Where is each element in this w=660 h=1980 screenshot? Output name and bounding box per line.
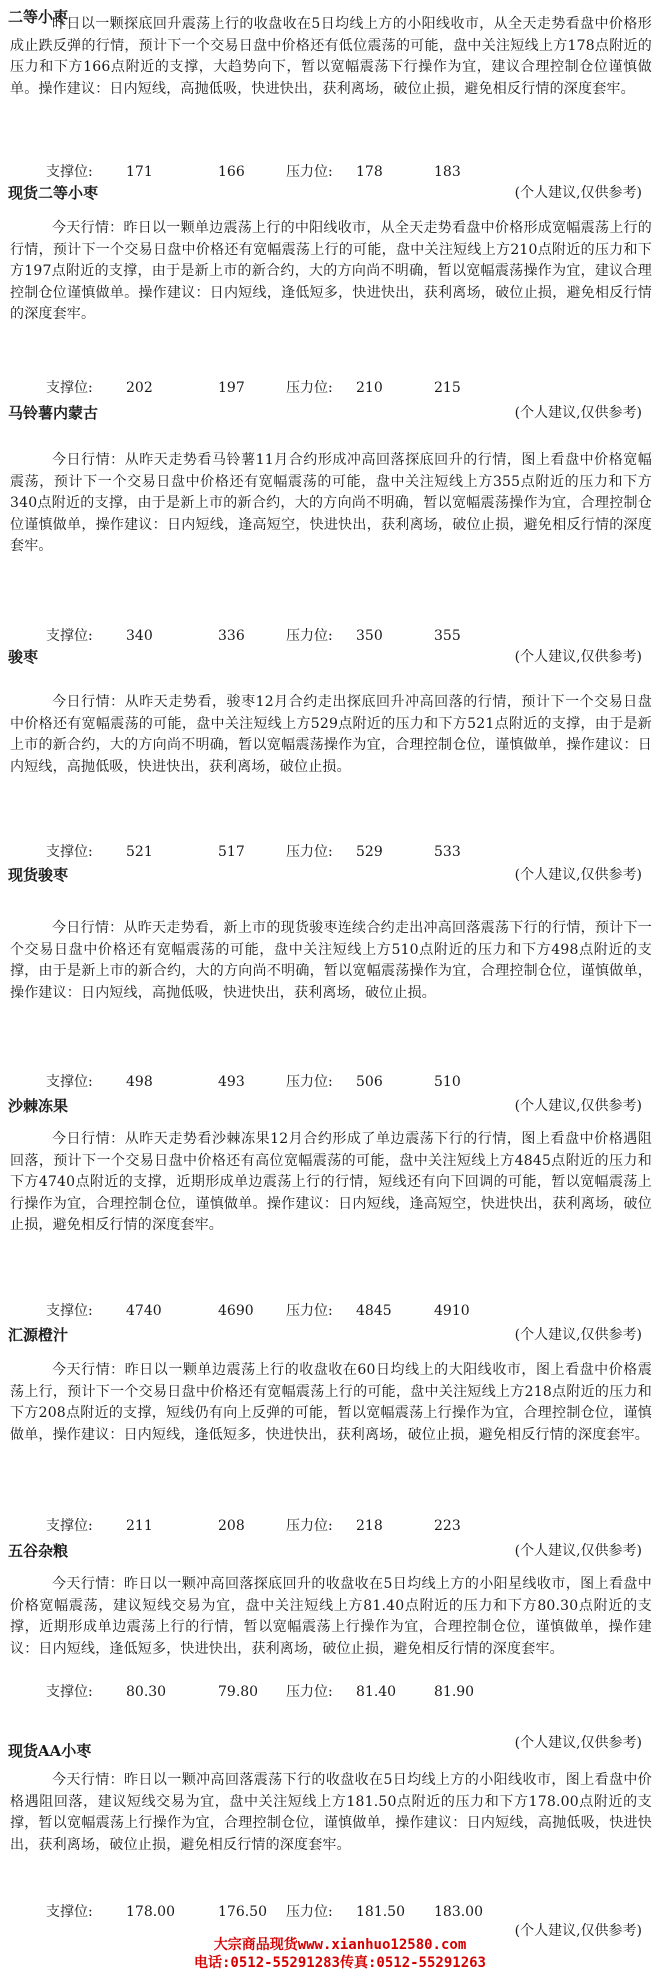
pressure-value-1: 506 [356,1074,383,1090]
footer-phone-fax: 电话:0512-55291283传真:0512-55291263 [193,1955,486,1971]
pressure-value-2: 533 [434,844,461,860]
price-levels [46,162,461,182]
support-value-1: 4740 [126,1303,162,1319]
support-value-2: 79.80 [218,1684,259,1700]
disclaimer-note: (个人建议,仅供参考) [514,405,642,421]
support-value-1: 202 [126,380,153,396]
pressure-label: 压力位: [286,628,333,644]
price-levels [46,626,461,646]
support-value-1: 211 [126,1518,153,1534]
pressure-value-2: 215 [434,380,461,396]
pressure-label: 压力位: [286,1074,333,1090]
section-title: 五谷杂粮 [8,1542,69,1560]
price-levels [46,378,461,398]
pressure-value-1: 178 [356,164,383,180]
section-body: 今日行情：从昨天走势看马铃薯11月合约形成冲高回落探底回升的行情，图上看盘中价格宽幅震荡，预计下一个交易日盘中价格还有宽幅震荡的可能，盘中关注短线上方355点附近的压力和下方340点附近的支撑，由于是新上市的新合约，大的方向尚不明确，暂以宽幅震荡操作为宜，合理控制仓位谨慎做单，操作建议：日内短线，逢高短空，快进快出，获利离场，破位止损，避免相反行情的深度套牢。 [10,452,652,555]
pressure-value-1: 181.50 [356,1904,405,1920]
pressure-label: 压力位: [286,380,333,396]
pressure-value-1: 81.40 [356,1684,397,1700]
disclaimer-note-bottom: (个人建议,仅供参考) [514,1923,642,1939]
section-title: 沙棘冻果 [8,1097,69,1115]
section-body: 今天行情：昨日以一颗单边震荡上行的收盘收在60日均线上的大阳线收市，图上看盘中价格震荡上行，预计下一个交易日盘中价格还有宽幅震荡上行的可能，盘中关注短线上方218点附近的压力和下方208点附近的支撑，短线仍有向上反弹的可能，暂以宽幅震荡上行操作为宜，合理控制仓位，谨慎做单，操作建议：日内短线，逢低短多，快进快出，获利离场，破位止损，避免相反行情的深度套牢。 [10,1362,652,1443]
disclaimer-note: (个人建议,仅供参考) [514,1735,642,1751]
price-levels [46,1682,474,1702]
disclaimer-note: (个人建议,仅供参考) [514,867,642,883]
section-title: 二等小枣 [8,8,69,26]
section-body: 今日行情：从昨天走势看，骏枣12月合约走出探底回升冲高回落的行情，预计下一个交易日盘中价格还有宽幅震荡的可能，盘中关注短线上方529点附近的压力和下方521点附近的支撑，由于是新上市的新合约，大的方向尚不明确，暂以宽幅震荡操作为宜，合理控制仓位，谨慎做单，操作建议：日内短线，高抛低吸，快进快出，获利离场，破位止损。 [10,694,652,775]
pressure-value-2: 510 [434,1074,461,1090]
price-levels [46,842,461,862]
price-levels [46,1301,470,1321]
pressure-value-2: 183.00 [434,1904,483,1920]
pressure-value-1: 529 [356,844,383,860]
support-label: 支撑位: [46,1518,93,1534]
pressure-label: 压力位: [286,1904,333,1920]
section-body: 今天行情：昨日以一颗冲高回落震荡下行的收盘收在5日均线上方的小阳线收市，图上看盘中价格遇阻回落，建议短线交易为宜，盘中关注短线上方181.50点附近的压力和下方178.00点附近的支撑，暂以宽幅震荡上行操作为宜，合理控制仓位，谨慎做单，操作建议：日内短线，高抛低吸，快进快出，获利离场，破位止损，避免相反行情的深度套牢。 [10,1772,652,1853]
support-label: 支撑位: [46,628,93,644]
disclaimer-note: (个人建议,仅供参考) [514,1543,642,1559]
support-value-1: 521 [126,844,153,860]
section-title: 现货骏枣 [8,866,69,884]
support-value-2: 4690 [218,1303,254,1319]
pressure-value-2: 4910 [434,1303,470,1319]
support-value-1: 340 [126,628,153,644]
pressure-label: 压力位: [286,164,333,180]
support-value-1: 498 [126,1074,153,1090]
pressure-label: 压力位: [286,1303,333,1319]
footer-website: 大宗商品现货www.xianhuo12580.com [213,1937,467,1953]
pressure-value-2: 223 [434,1518,461,1534]
disclaimer-note: (个人建议,仅供参考) [514,1327,642,1343]
section-body: 昨日以一颗探底回升震荡上行的收盘收在5日均线上方的小阳线收市，从全天走势看盘中价格形成止跌反弹的行情，预计下一个交易日盘中价格还有低位震荡的可能，盘中关注短线上方178点附近的压力和下方166点附近的支撑，大趋势向下，暂以宽幅震荡下行操作为宜，建议合理控制仓位谨慎做单。操作建议：日内短线，高抛低吸，快进快出，获利离场，破位止损，避免相反行情的深度套牢。 [10,16,652,97]
pressure-value-1: 4845 [356,1303,392,1319]
support-value-2: 336 [218,628,245,644]
support-value-2: 197 [218,380,245,396]
support-value-1: 171 [126,164,153,180]
support-label: 支撑位: [46,164,93,180]
support-label: 支撑位: [46,1303,93,1319]
pressure-value-1: 210 [356,380,383,396]
section-body: 今日行情：从昨天走势看沙棘冻果12月合约形成了单边震荡下行的行情，图上看盘中价格遇阻回落，预计下一个交易日盘中价格还有高位宽幅震荡的可能，盘中关注短线上方4845点附近的压力和下方4740点附近的支撑，近期形成单边震荡上行的行情，短线还有向下回调的可能，暂以宽幅震荡上行操作为宜，合理控制仓位，谨慎做单。操作建议：日内短线，逢高短空，快进快出，获利离场，破位止损，避免相反行情的深度套牢。 [10,1131,652,1234]
section-title: 现货AA小枣 [8,1742,92,1760]
support-value-2: 176.50 [218,1904,267,1920]
pressure-value-2: 183 [434,164,461,180]
price-levels [46,1072,461,1092]
pressure-label: 压力位: [286,1684,333,1700]
footer-contact [130,1936,550,1972]
section-title: 骏枣 [8,648,39,666]
section-title: 马铃薯内蒙古 [8,404,99,422]
section-body: 今天行情：昨日以一颗冲高回落探底回升的收盘收在5日均线上方的小阳星线收市，图上看盘中价格宽幅震荡，建议短线交易为宜，盘中关注短线上方81.40点附近的压力和下方80.30点附近的支撑，近期形成单边震荡上行的行情，暂以宽幅震荡上行操作为宜，合理控制仓位，谨慎做单，操作建议：日内短线，逢低短多，快进快出，获利离场，破位止损，避免相反行情的深度套牢。 [10,1576,652,1657]
pressure-label: 压力位: [286,844,333,860]
pressure-value-2: 355 [434,628,461,644]
support-value-2: 493 [218,1074,245,1090]
section-title: 汇源橙汁 [8,1326,69,1344]
pressure-value-2: 81.90 [434,1684,475,1700]
pressure-label: 压力位: [286,1518,333,1534]
support-label: 支撑位: [46,380,93,396]
support-label: 支撑位: [46,1074,93,1090]
support-label: 支撑位: [46,1904,93,1920]
section-body: 今日行情：从昨天走势看，新上市的现货骏枣连续合约走出冲高回落震荡下行的行情，预计下一个交易日盘中价格还有宽幅震荡的可能，盘中关注短线上方510点附近的压力和下方498点附近的支撑，由于是新上市的新合约，大的方向尚不明确，暂以宽幅震荡操作为宜，合理控制仓位，谨慎做单，操作建议：日内短线，高抛低吸，快进快出，获利离场，破位止损。 [10,920,652,1001]
price-levels [46,1516,461,1536]
support-value-2: 208 [218,1518,245,1534]
section-body: 今天行情：昨日以一颗单边震荡上行的中阳线收市，从全天走势看盘中价格形成宽幅震荡上行的行情，预计下一个交易日盘中价格还有宽幅震荡上行的可能，盘中关注短线上方210点附近的压力和下方197点附近的支撑，由于是新上市的新合约，大的方向尚不明确，暂以宽幅震荡操作为宜，建议合理控制仓位谨慎做单。操作建议：日内短线，逢低短多，快进快出，获利离场，破位止损，避免相反行情的深度套牢。 [10,220,652,323]
support-value-1: 80.30 [126,1684,167,1700]
disclaimer-note: (个人建议,仅供参考) [514,1098,642,1114]
price-levels [46,1902,483,1922]
pressure-value-1: 350 [356,628,383,644]
support-value-2: 517 [218,844,245,860]
support-value-2: 166 [218,164,245,180]
section-title: 现货二等小枣 [8,184,99,202]
support-value-1: 178.00 [126,1904,175,1920]
disclaimer-note: (个人建议,仅供参考) [514,649,642,665]
support-label: 支撑位: [46,844,93,860]
pressure-value-1: 218 [356,1518,383,1534]
disclaimer-note: (个人建议,仅供参考) [514,185,642,201]
support-label: 支撑位: [46,1684,93,1700]
